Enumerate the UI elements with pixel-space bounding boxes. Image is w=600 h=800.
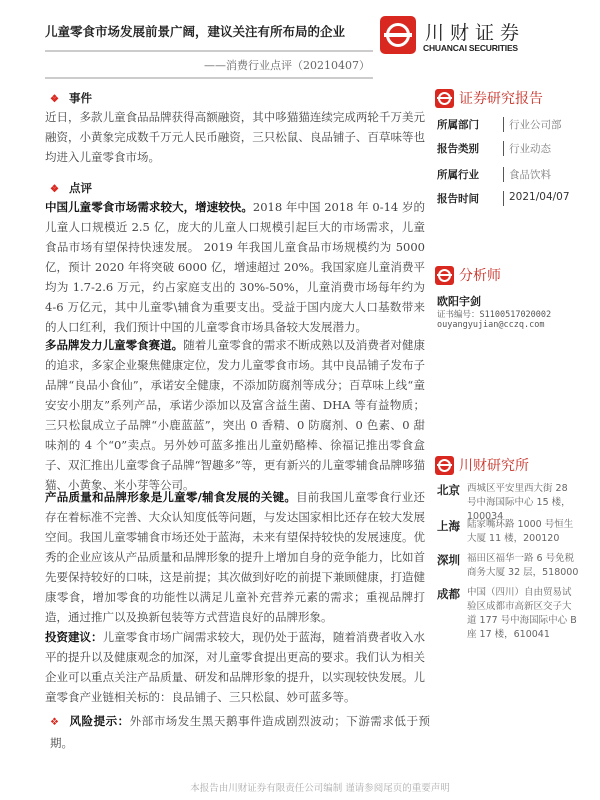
paragraph-quality [45,487,425,627]
paragraph-body: 2018 年中国 2018 年 0-14 岁的儿童人口规模近 2.5 亿，庞大的儿童人口规模引起巨大的市场需求，儿童食品市场有望保持快速发展。 2019 年我国儿童食品市场规模约为 5000 亿，预计 2020 年将突破 6000 亿，增速超过 20%。我国家庭儿童消费平均为 1.7-2.6 万元，约占家庭支出的 30%-50%，儿童消费市场每年约为 4-6 万亿元，其中儿童零\辅食为重要支出。受益于国内庞大人口基数带来的人口红利，我们预计中国的儿童零食市场具备较大发展潜力。 [45,200,426,334]
diamond-bullet-icon: ❖ [50,717,60,728]
paragraph-lead: 风险提示： [69,714,130,728]
report-title: 儿童零食市场发展前景广阔，建议关注有所布局的企业 [45,24,346,39]
meta-value: 行业公司部 [503,117,562,132]
analyst-email[interactable]: ouyangyujian@cczq.com [437,320,545,330]
paragraph-market-demand [45,197,425,337]
paragraph-lead: 投资建议： [45,630,103,644]
meta-row [437,167,551,182]
city-name: 上海 [437,519,460,533]
diamond-bullet-icon: ❖ [50,184,59,195]
city-address: 陆家嘴环路 1000 号恒生大厦 11 楼，200120 [467,519,574,544]
city-name: 北京 [437,483,460,497]
heading-text: 分析师 [459,268,501,284]
meta-key: 所属部门 [437,119,479,131]
meta-key: 报告时间 [437,193,479,205]
diamond-bullet-icon: ❖ [50,94,59,105]
heading-text: 点评 [68,181,92,195]
report-subtitle: ——消费行业点评（20210407） [204,59,370,72]
paragraph-lead: 产品质量和品牌形象是儿童零/辅食发展的关键。 [45,490,297,504]
paragraph-brands [45,335,425,495]
meta-value: 食品饮料 [503,167,551,182]
logo-text-cn: 川财证券 [425,22,526,44]
paragraph-body: 外部市场发生黑天鹅事件造成剧烈波动；下游需求低于预期。 [50,714,430,750]
divider [45,77,373,79]
event-paragraph: 近日，多款儿童食品品牌获得高额融资，其中哆猫猫连续完成两轮千万美元融资，小黄象完成数千万元人民币融资，三只松鼠、良品铺子、百草味等也均进入儿童零食市场。 [45,110,425,164]
meta-row [437,141,551,156]
logo-text-en: CHUANCAI SECURITIES [423,43,518,53]
report-type-heading [435,88,543,108]
heading-text: 川财研究所 [459,458,529,474]
office-chengdu [437,586,579,642]
heading-text: 证券研究报告 [459,91,543,107]
heading-text: 事件 [68,91,92,105]
company-logo [380,16,580,58]
city-name: 成都 [437,587,460,601]
meta-row [437,117,562,132]
analyst-cert: 证书编号：S1100517020002 [437,310,552,320]
meta-key: 所属行业 [437,169,479,181]
paragraph-lead: 中国儿童零食市场需求较大，增速较快。 [45,200,253,214]
divider [45,50,373,52]
section-heading-event [50,90,92,106]
meta-row [437,191,570,206]
logo-icon [435,89,454,108]
meta-value: 行业动态 [503,141,551,156]
section-heading-review [50,180,92,196]
meta-value: 2021/04/07 [503,191,570,206]
meta-key: 报告类别 [437,143,479,155]
logo-icon [435,266,454,285]
paragraph-body: 儿童零食市场广阔需求较大，现仍处于蓝海，随着消费者收入水平的提升以及健康观念的加深，对儿童零食提出更高的要求。我们认为相关企业可以重点关注产品质量、研发和品牌形象的提升，以实现较快发展。儿童零食产业链相关标的：良品铺子、三只松鼠、妙可蓝多等。 [45,630,425,704]
office-shenzhen [437,552,579,580]
paragraph-lead: 多品牌发力儿童零食赛道。 [45,338,184,352]
risk-warning [50,711,430,753]
logo-icon [435,456,454,475]
paragraph-body: 随着儿童零食的需求不断成熟以及消费者对健康的追求，多家企业聚焦健康定位，发力儿童零食市场。其中良品铺子发布子品牌“良品小食仙”，承诺安全健康，不添加防腐剂等成分；百草味上线“童安安小朋友”系列产品，承诺少添加以及富含益生菌、DHA 等有益物质；三只松鼠成立子品牌“小鹿蓝蓝”，突出 0 香精、0 防腐剂、0 色素、0 甜味剂的 4 个“0”卖点。另外妙可蓝多推出儿童奶酪棒、徐福记推出零食盒子、双汇推出儿童零食子品牌“智趣多”等，更有新兴的儿童零辅食品牌哆猫猫、小黄象、米小芽等公司。 [45,338,425,492]
paragraph-investment [45,627,425,707]
city-address: 中国（四川）自由贸易试验区成都市高新区交子大道 177 号中海国际中心 B 座 17 楼，610041 [467,587,577,640]
analyst-name: 欧阳宇剑 [437,295,481,308]
page-footer: 本报告由川财证券有限责任公司编制 谨请参阅尾页的重要声明 [190,783,450,794]
logo-icon [380,16,416,54]
office-shanghai [437,518,579,546]
city-address: 福田区福华一路 6 号免税商务大厦 32 层，518000 [467,553,579,578]
city-address: 西城区平安里西大街 28 号中海国际中心 15 楼，100034 [467,483,571,522]
paragraph-body: 目前我国儿童零食行业还存在着标准不完善、大众认知度低等问题，与发达国家相比还存在较大发展空间。我国儿童零辅食市场还处于蓝海，未来有望保持较快的发展速度。优秀的企业应该从产品质量和品牌形象的提升上增加自身的竞争能力，比如首先要保持较好的口味，这是前提；其次做到好吃的前提下兼顾健康，打造健康零食，增加零食的功能性以满足儿童补充营养元素的需求；重视品牌打造，通过推广以及换新包装等方式营造良好的品牌形象。 [45,490,425,624]
city-name: 深圳 [437,553,460,567]
analyst-heading [435,265,501,285]
institute-heading [435,455,529,475]
